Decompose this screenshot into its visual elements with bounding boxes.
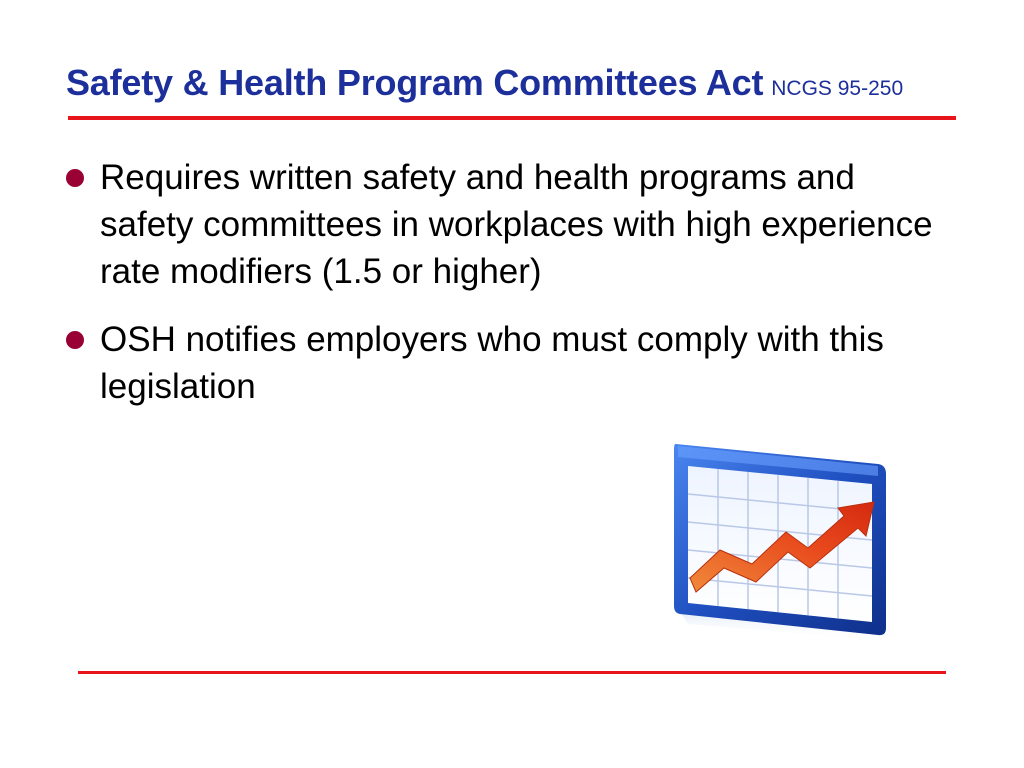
bullet-list (64, 154, 944, 431)
slide-title (66, 62, 903, 104)
rising-chart-icon (668, 436, 918, 654)
bullet-dot-icon (66, 169, 84, 187)
bullet-dot-icon (66, 331, 84, 349)
bottom-divider (78, 671, 946, 674)
bullet-text: OSH notifies employers who must comply with this legislation (100, 320, 884, 406)
bullet-item (64, 154, 944, 295)
bullet-item (64, 316, 944, 410)
top-divider (68, 116, 956, 120)
bullet-text: Requires written safety and health programs and safety committees in workplaces with high experience rate modifiers (1.5 or higher) (100, 158, 933, 291)
title-main: Safety & Health Program Committees Act (66, 62, 764, 103)
title-subtitle: NCGS 95-250 (771, 77, 904, 100)
